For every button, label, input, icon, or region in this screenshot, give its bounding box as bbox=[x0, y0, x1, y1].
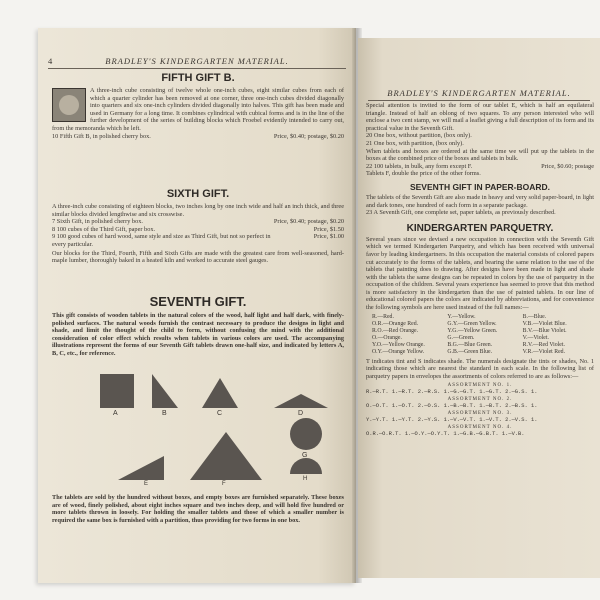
color-symbol: V.R.—Violet Red. bbox=[522, 348, 566, 355]
item-number: 9 bbox=[52, 233, 56, 241]
label-b: B bbox=[162, 410, 167, 417]
tablet-f-triangle bbox=[190, 432, 262, 480]
assortment bbox=[366, 424, 594, 438]
open-booklet bbox=[38, 28, 600, 588]
assortments-list bbox=[366, 382, 594, 438]
sixth-gift-title: SIXTH GIFT. bbox=[166, 188, 230, 200]
assortment-sequence: O.R.—O.R.T. 1.—O.Y.—O.Y.T. 1.—G.B.—G.B.T. 1.—V.B. bbox=[366, 431, 525, 438]
item-price: Price, $0.40; postage, $0.20 bbox=[273, 132, 344, 140]
tablet-d-triangle bbox=[274, 394, 328, 408]
label-d: D bbox=[298, 410, 304, 417]
item-name: Seventh Gift, one complete set, paper tablets, as previously described. bbox=[379, 209, 556, 217]
item-name: One box, without partition, (box only). bbox=[373, 132, 472, 140]
tablet-b-right-triangle bbox=[152, 374, 178, 408]
item-price: Price, $1.00 bbox=[313, 233, 344, 241]
color-symbol: V.—Violet. bbox=[522, 334, 549, 341]
item-number: 7 bbox=[52, 218, 56, 226]
item-number: 22 bbox=[366, 162, 373, 170]
item-number: 8 bbox=[52, 225, 56, 233]
assortment-title: ASSORTMENT NO. 1. bbox=[447, 383, 513, 389]
color-symbol: R.O.—Red Orange. bbox=[372, 327, 419, 334]
color-symbol: Y.—Yellow. bbox=[447, 313, 476, 320]
color-symbol: G.—Green. bbox=[447, 334, 475, 341]
item-number: 10 bbox=[52, 132, 59, 140]
left-running-head bbox=[48, 56, 346, 69]
right-item-22 bbox=[366, 163, 594, 171]
tablet-h-semicircle bbox=[290, 458, 322, 474]
tablet-c-triangle bbox=[202, 378, 238, 408]
sixth-gift-note: Our blocks for the Third, Fourth, Fifth and Sixth Gifts are made with the greatest care from well-seasoned, hard-maple lumber, thoroughly baked in a heated kiln and worked to accurate steel gauges. bbox=[52, 249, 344, 265]
page-number: 4 bbox=[48, 56, 54, 66]
right-running-head: BRADLEY'S KINDERGARTEN MATERIAL. bbox=[368, 88, 590, 101]
item-name: 100 good cubes of hard wood, same style and size as Third Gift, but not so perfect in every particular. bbox=[52, 233, 271, 248]
color-symbol: G.B.—Green Blue. bbox=[447, 348, 493, 355]
running-head-text: BRADLEY'S KINDERGARTEN MATERIAL. bbox=[105, 56, 289, 66]
item-price: Price, $1.50 bbox=[313, 225, 344, 233]
label-c: C bbox=[217, 410, 223, 417]
paper-board-title: SEVENTH GIFT IN PAPER-BOARD. bbox=[409, 181, 551, 192]
color-symbol: B.G.—Blue Green. bbox=[447, 341, 493, 348]
color-symbol: Y.G.—Yellow Green. bbox=[447, 327, 498, 334]
fifth-gift-item bbox=[52, 133, 344, 141]
seventh-gift-title: SEVENTH GIFT. bbox=[149, 294, 247, 309]
parquetry-text: Several years since we devised a new occupation in connection with the Seventh Gift which we termed Kindergarten Parquetry, and which has been received with universal favor by leading kindergartners. In this occupation the material consists of colored papers cut accurately to the forms of the tablets, and bearing the same relation to the use of the tablets that painting does to drawing. After designs have been made in light and shade with the tablets the same designs can be repeated in colors by the use of parquetry in the occupation of the children. Several years experience has seemed to prove that this method is more satisfactory in the kindergarten than the use of painted tablets. In our line of educational colored papers the colors are indicated by abbreviations, and for convenience the following symbols are here used instead of the full names:— bbox=[366, 235, 594, 312]
sixth-gift-section bbox=[52, 188, 344, 265]
left-page bbox=[38, 28, 356, 583]
assortment bbox=[366, 382, 594, 396]
right-intro-text: Special attention is invited to the form of our tablet E, which is half an equilateral triangle. Instead of half an oblong of two squares. To any person interested who will enclose a two cent stamp, we will mail a leaflet giving a full description of its form and its practical value in the Seventh Gift. bbox=[366, 102, 594, 132]
label-a: A bbox=[113, 410, 118, 417]
item-number: 20 bbox=[366, 132, 373, 140]
seventh-gift-boxes bbox=[52, 494, 344, 524]
assortment-sequence: Y.—Y.T. 1.—Y.T. 2.—Y.S. 1.—V.—V.T. 1.—V.T. 2.—V.S. 1. bbox=[366, 417, 538, 424]
color-symbol: O.—Orange. bbox=[372, 334, 402, 341]
label-g: G bbox=[302, 452, 308, 459]
right-item bbox=[366, 140, 594, 148]
sixth-gift-item bbox=[52, 218, 344, 226]
color-symbol-table bbox=[372, 314, 594, 356]
assortment bbox=[366, 410, 594, 424]
color-symbol: G.Y.—Green Yellow. bbox=[447, 320, 497, 327]
color-symbol: O.Y.—Orange Yellow. bbox=[372, 348, 425, 355]
right-page bbox=[358, 38, 600, 578]
item-number: 23 A bbox=[366, 209, 378, 217]
seventh-gift-section bbox=[52, 294, 344, 358]
right-item bbox=[366, 132, 594, 140]
item-name: Sixth Gift, in polished cherry box. bbox=[56, 218, 143, 226]
assortment-title: ASSORTMENT NO. 3. bbox=[447, 411, 513, 417]
sixth-gift-item bbox=[52, 226, 344, 234]
fifth-gift-text: A three-inch cube consisting of twelve whole one-inch cubes, eight similar cubes from each of which a quarter cylinder has been removed at one corner, three one-inch cubes divided diagonally into quarters and six one-inch cylinders divided diagonally into halves. This gift has been made and used in Germany for a long time. It combines cylindrical with cubical forms and is in the line of the further development of the series of building blocks which Froebel evidently intended to carry out, from the memoranda which he left. bbox=[52, 87, 344, 132]
color-symbol: B.V.—Blue Violet. bbox=[522, 327, 567, 334]
item-name: 100 cubes of the Third Gift, paper box. bbox=[56, 225, 156, 233]
seventh-gift-after-text: The tablets are sold by the hundred without boxes, and empty boxes are furnished separately. These boxes are of wood, finely polished, about eight inches square and two inches deep, and will hold five hundred or more tablets thrown in loosely. For holding the smaller tablets and those of which a smaller number is required the same box is furnished with a partition, thus providing for two forms in one box. bbox=[52, 494, 344, 524]
color-symbol: R.V.—Red Violet. bbox=[522, 341, 565, 348]
item-number: 21 bbox=[366, 139, 373, 147]
tablet-a-square bbox=[100, 374, 134, 408]
tablet-g-circle bbox=[290, 418, 322, 450]
label-h: H bbox=[303, 476, 308, 482]
paper-board-text: The tablets of the Seventh Gift are also made in heavy and very solid paper-board, in light and dark tones, one hundred of each form in a separate package. bbox=[366, 193, 594, 209]
label-f: F bbox=[222, 481, 226, 487]
item-name: One box, with partition, (box only). bbox=[373, 139, 464, 147]
color-symbol: R.—Red. bbox=[372, 313, 394, 320]
item-price: Price, $0.60; postage bbox=[541, 162, 594, 170]
parquetry-title: KINDERGARTEN PARQUETRY. bbox=[406, 222, 554, 234]
assortment-sequence: R.—R.T. 1.—R.T. 2.—R.S. 1.—G.—G.T. 1.—G.T. 2.—G.S. 1. bbox=[366, 389, 538, 396]
color-symbol: B.—Blue. bbox=[522, 313, 547, 320]
symbols-text: T indicates tint and S indicates shade. The numerals designate the tints or shades, No. 1 indicating those which are nearest the standard in each scale. In the following list of parquetry papers in envelopes the assortments of colors referred to are as follows:— bbox=[366, 357, 594, 380]
fifth-gift-section bbox=[52, 72, 344, 140]
label-e: E bbox=[144, 481, 149, 487]
right-items-note: When tablets and boxes are ordered at the same time we will put up the tablets in the boxes at the combined price of the boxes and tablets in bulk. bbox=[366, 147, 594, 163]
sixth-gift-text: A three-inch cube consisting of eighteen blocks, two inches long by one inch wide and half an inch thick, and three similar blocks divided lengthwise and six crosswise. bbox=[52, 203, 344, 218]
tablet-e-triangle bbox=[118, 456, 164, 480]
item-name: Fifth Gift B, in polished cherry box. bbox=[59, 132, 151, 140]
seventh-gift-text: This gift consists of wooden tablets in the natural colors of the wood, half light and half dark, with finely-polished surfaces. The natural woods furnish the contrast necessary to produce the designs in light and shade, and limit the thought of the child to form, without confusing the mind with the additional consideration of color effect which results when tablets in various colors are used. The accompanying illustrations represent the forms of our Seventh Gift tablets drawn one-half size, and indicated by letters A, B, C, etc., for reference. bbox=[52, 312, 344, 357]
assortment-title: ASSORTMENT NO. 4. bbox=[447, 425, 513, 431]
right-item-22-note: Tablets F, double the price of the other forms. bbox=[366, 170, 481, 178]
assortment-title: ASSORTMENT NO. 2. bbox=[447, 397, 513, 403]
cube-illustration bbox=[52, 88, 86, 122]
assortment-sequence: O.—O.T. 1.—O.T. 2.—O.S. 1.—B.—B.T. 1.—B.T. 2.—B.S. 1. bbox=[366, 403, 538, 410]
tablet-illustrations bbox=[78, 370, 338, 486]
sixth-gift-item bbox=[52, 233, 344, 248]
color-symbol: Y.O.—Yellow Orange. bbox=[372, 341, 425, 348]
right-intro-section bbox=[366, 102, 594, 438]
assortment bbox=[366, 396, 594, 410]
paper-board-item bbox=[366, 209, 594, 217]
color-symbol: O.R.—Orange Red. bbox=[372, 320, 419, 327]
tablet-shapes-svg bbox=[78, 370, 338, 486]
item-name: 100 tablets, in bulk, any form except F. bbox=[373, 162, 473, 170]
color-symbol: V.B.—Violet Blue. bbox=[522, 320, 567, 327]
fifth-gift-title: FIFTH GIFT B. bbox=[161, 72, 235, 84]
item-price: Price, $0.40; postage, $0.20 bbox=[273, 218, 344, 226]
